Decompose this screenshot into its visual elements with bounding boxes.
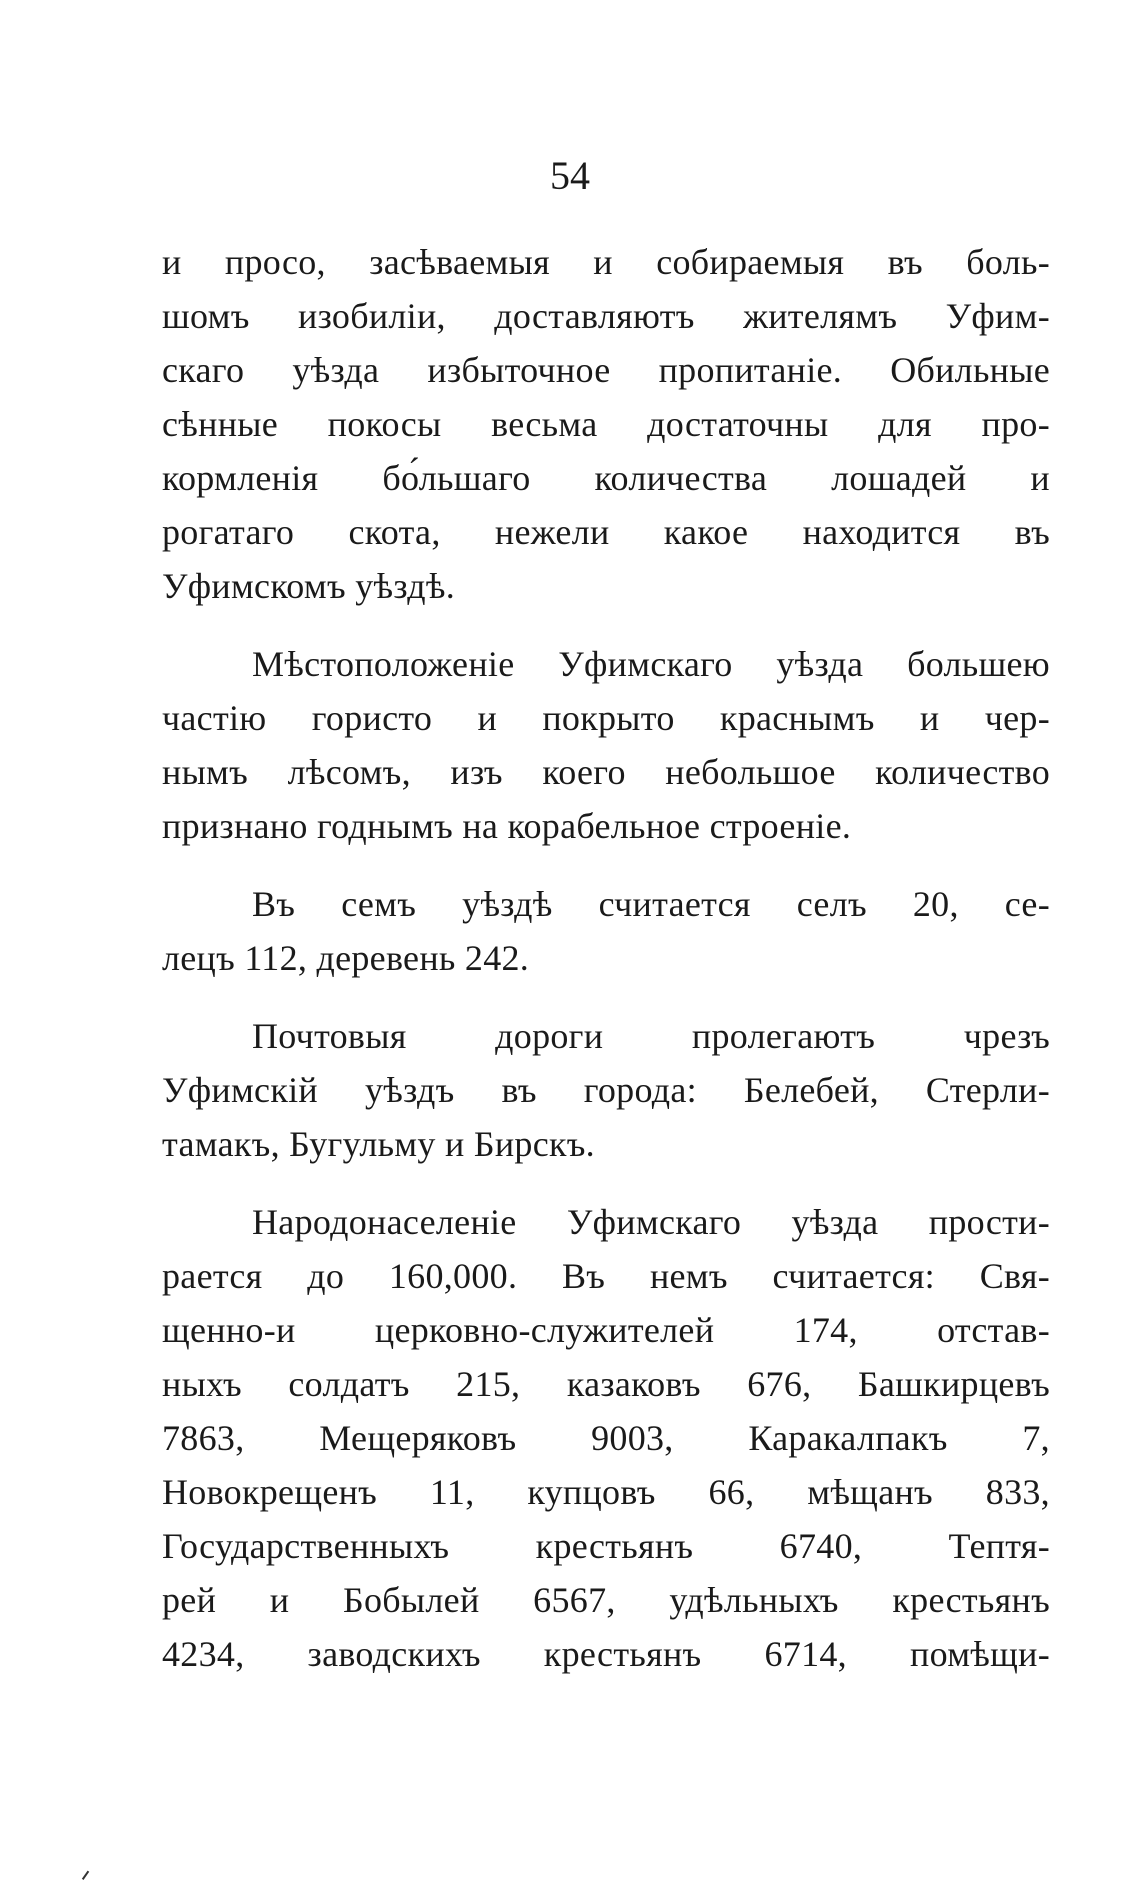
text-line: 4234, заводскихъ крестьянъ 6714, помѣщи-	[162, 1634, 1050, 1674]
paragraph-4	[162, 1009, 1050, 1171]
text-line: Почтовыя дороги пролегаютъ чрезъ	[252, 1016, 1050, 1056]
text-line: нымъ лѣсомъ, изъ коего небольшое количество	[162, 752, 1050, 792]
text-line: Мѣстоположеніе Уфимскаго уѣзда большею	[252, 644, 1050, 684]
text-line: рается до 160,000. Въ немъ считается: Свя-	[162, 1256, 1050, 1296]
text-line: Въ семъ уѣздѣ считается селъ 20, се-	[252, 884, 1050, 924]
text-line: кормленія бо́льшаго количества лошадей и	[162, 458, 1050, 498]
paragraph-1	[162, 235, 1050, 613]
text-line: рогатаго скота, нежели какое находится въ	[162, 512, 1050, 552]
text-line: ныхъ солдатъ 215, казаковъ 676, Башкирцевъ	[162, 1364, 1050, 1404]
page-text	[162, 235, 1050, 1681]
text-line: щенно-и церковно-служителей 174, отстав-	[162, 1310, 1050, 1350]
text-line: признано годнымъ на корабельное строеніе.	[162, 806, 852, 846]
text-line: 7863, Мещеряковъ 9003, Каракалпакъ 7,	[162, 1418, 1050, 1458]
text-line: частію гористо и покрыто краснымъ и чер-	[162, 698, 1050, 738]
text-line: лецъ 112, деревень 242.	[162, 938, 530, 978]
paragraph-5	[162, 1195, 1050, 1681]
text-line: скаго уѣзда избыточное пропитаніе. Обильные	[162, 350, 1050, 390]
text-line: Уфимскомъ уѣздѣ.	[162, 566, 455, 606]
text-line: Новокрещенъ 11, купцовъ 66, мѣщанъ 833,	[162, 1472, 1050, 1512]
text-line: шомъ изобиліи, доставляютъ жителямъ Уфим-	[162, 296, 1050, 336]
text-line: Государственныхъ крестьянъ 6740, Тептя-	[162, 1526, 1050, 1566]
text-line: Народонаселеніе Уфимскаго уѣзда прости-	[252, 1202, 1050, 1242]
text-line: Уфимскій уѣздъ въ города: Белебей, Стерли-	[162, 1070, 1050, 1110]
page-number: 54	[550, 153, 590, 198]
paragraph-2	[162, 637, 1050, 853]
text-line: тамакъ, Бугульму и Бирскъ.	[162, 1124, 595, 1164]
text-line: и просо, засѣваемыя и собираемыя въ боль-	[162, 242, 1050, 282]
text-line: рей и Бобылей 6567, удѣльныхъ крестьянъ	[162, 1580, 1050, 1620]
paragraph-3	[162, 877, 1050, 985]
stray-ink-mark	[82, 1871, 94, 1884]
text-line: сѣнные покосы весьма достаточны для про-	[162, 404, 1050, 444]
